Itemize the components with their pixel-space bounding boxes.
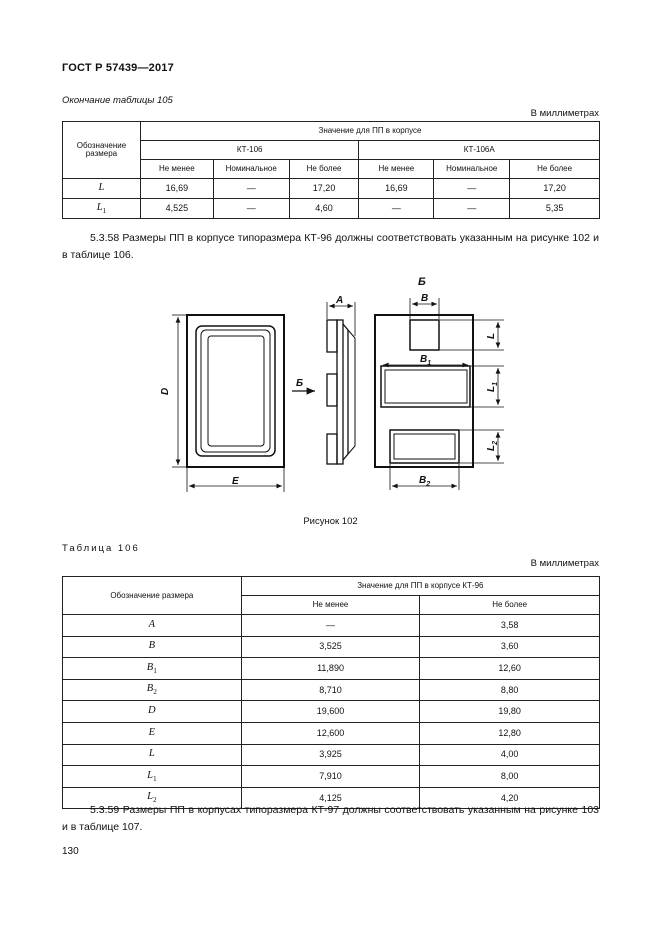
row-label: L bbox=[148, 748, 155, 760]
row-label-sub: 1 bbox=[102, 205, 107, 215]
subheader-min: Не менее bbox=[140, 160, 213, 179]
cell-max: 4,20 bbox=[420, 787, 600, 809]
unit-label: В миллиметрах bbox=[530, 558, 599, 569]
paragraph-text: 5.3.58 Размеры ПП в корпусе типоразмера КТ-96 должны соответствовать указанным на рисунке 102 и в таблице 106. bbox=[62, 232, 599, 261]
label-B1: $B_1$ bbox=[420, 354, 432, 367]
label-E: E bbox=[232, 476, 239, 487]
label-L: L bbox=[486, 332, 497, 339]
figure-102-drawing bbox=[150, 268, 520, 498]
label-arrow-b: Б bbox=[296, 378, 304, 389]
header-designation: Обозначение размера bbox=[63, 577, 242, 615]
row-label: B bbox=[146, 683, 154, 695]
cell: — bbox=[434, 199, 510, 219]
cell-min: 4,125 bbox=[241, 787, 420, 809]
table-row bbox=[63, 679, 600, 701]
cell-max: 8,00 bbox=[420, 766, 600, 788]
cell-max: 12,80 bbox=[420, 722, 600, 744]
row-label: L bbox=[96, 201, 103, 213]
table-row bbox=[63, 615, 600, 637]
subheader-max: Не более bbox=[420, 596, 600, 615]
subheader-max: Не более bbox=[289, 160, 359, 179]
label-B: B bbox=[421, 293, 429, 304]
header-value: Значение для ПП в корпусе КТ-96 bbox=[241, 577, 599, 596]
header-package-1: КТ-106 bbox=[140, 141, 359, 160]
label-L2: $L_2$ bbox=[486, 440, 499, 451]
table-105 bbox=[62, 121, 600, 219]
cell-max: 3,60 bbox=[420, 636, 600, 658]
cell-min: 7,910 bbox=[241, 766, 420, 788]
cell-min: 19,600 bbox=[241, 701, 420, 723]
cell-max: 3,58 bbox=[420, 615, 600, 637]
cell: 4,60 bbox=[289, 199, 359, 219]
table-row bbox=[63, 722, 600, 744]
cell-min: 12,600 bbox=[241, 722, 420, 744]
table-row bbox=[63, 179, 600, 199]
cell: 16,69 bbox=[140, 179, 213, 199]
table-row bbox=[63, 658, 600, 680]
cell: — bbox=[434, 179, 510, 199]
table-106 bbox=[62, 576, 600, 809]
cell: 17,20 bbox=[289, 179, 359, 199]
cell-min: 8,710 bbox=[241, 679, 420, 701]
cell-max: 19,80 bbox=[420, 701, 600, 723]
package-outline bbox=[187, 315, 284, 467]
subheader-nom: Номинальное bbox=[434, 160, 510, 179]
table-row bbox=[63, 766, 600, 788]
label-L1: $L_1$ bbox=[486, 381, 499, 392]
row-label: E bbox=[148, 726, 156, 738]
cell-max: 4,00 bbox=[420, 744, 600, 766]
paragraph-5-3-58 bbox=[62, 230, 599, 264]
row-label: D bbox=[148, 705, 156, 716]
unit-label: В миллиметрах bbox=[530, 108, 599, 119]
page-number: 130 bbox=[62, 846, 79, 857]
cell: — bbox=[213, 199, 289, 219]
label-view-b: Б bbox=[418, 276, 426, 288]
row-label-sub: 1 bbox=[152, 773, 157, 783]
row-label: L bbox=[147, 769, 153, 781]
label-A: A bbox=[336, 295, 344, 306]
header-designation: Обозначение размера bbox=[63, 122, 141, 179]
cell: — bbox=[359, 199, 434, 219]
subheader-max: Не более bbox=[510, 160, 600, 179]
header-package-2: КТ-106А bbox=[359, 141, 600, 160]
row-label-sub: 1 bbox=[153, 665, 157, 675]
label-D: D bbox=[160, 387, 171, 395]
paragraph-text: 5.3.59 Размеры ПП в корпусах типоразмера КТ-97 должны соответствовать указанным на рисунке 103 и в таблице 107. bbox=[62, 804, 599, 833]
subheader-nom: Номинальное bbox=[213, 160, 289, 179]
cell-min: 3,525 bbox=[241, 636, 420, 658]
table-row bbox=[63, 199, 600, 219]
cell-min: — bbox=[241, 615, 420, 637]
row-label: L bbox=[147, 791, 153, 803]
cell: 4,525 bbox=[140, 199, 213, 219]
cell: 5,35 bbox=[510, 199, 600, 219]
header-value: Значение для ПП в корпусе bbox=[140, 122, 599, 141]
table-row bbox=[63, 701, 600, 723]
row-label: L bbox=[98, 181, 105, 193]
cell: — bbox=[213, 179, 289, 199]
row-label: B bbox=[148, 640, 156, 652]
table-row bbox=[63, 636, 600, 658]
cell-min: 11,890 bbox=[241, 658, 420, 680]
subheader-min: Не менее bbox=[359, 160, 434, 179]
table-caption: Окончание таблицы 105 bbox=[62, 95, 173, 106]
row-label: A bbox=[148, 618, 156, 630]
cell-max: 8,80 bbox=[420, 679, 600, 701]
cell-max: 12,60 bbox=[420, 658, 600, 680]
row-label-sub: 2 bbox=[153, 687, 157, 697]
cell-min: 3,925 bbox=[241, 744, 420, 766]
cell: 17,20 bbox=[510, 179, 600, 199]
row-label-sub: 2 bbox=[152, 795, 157, 805]
table-title: Таблица 106 bbox=[62, 543, 140, 554]
cell: 16,69 bbox=[359, 179, 434, 199]
paragraph-5-3-59 bbox=[62, 802, 599, 836]
label-B2: $B_2$ bbox=[419, 475, 431, 488]
document-header: ГОСТ Р 57439—2017 bbox=[62, 62, 174, 74]
table-row bbox=[63, 744, 600, 766]
subheader-min: Не менее bbox=[241, 596, 420, 615]
figure-caption: Рисунок 102 bbox=[303, 516, 358, 527]
row-label: B bbox=[146, 661, 154, 673]
